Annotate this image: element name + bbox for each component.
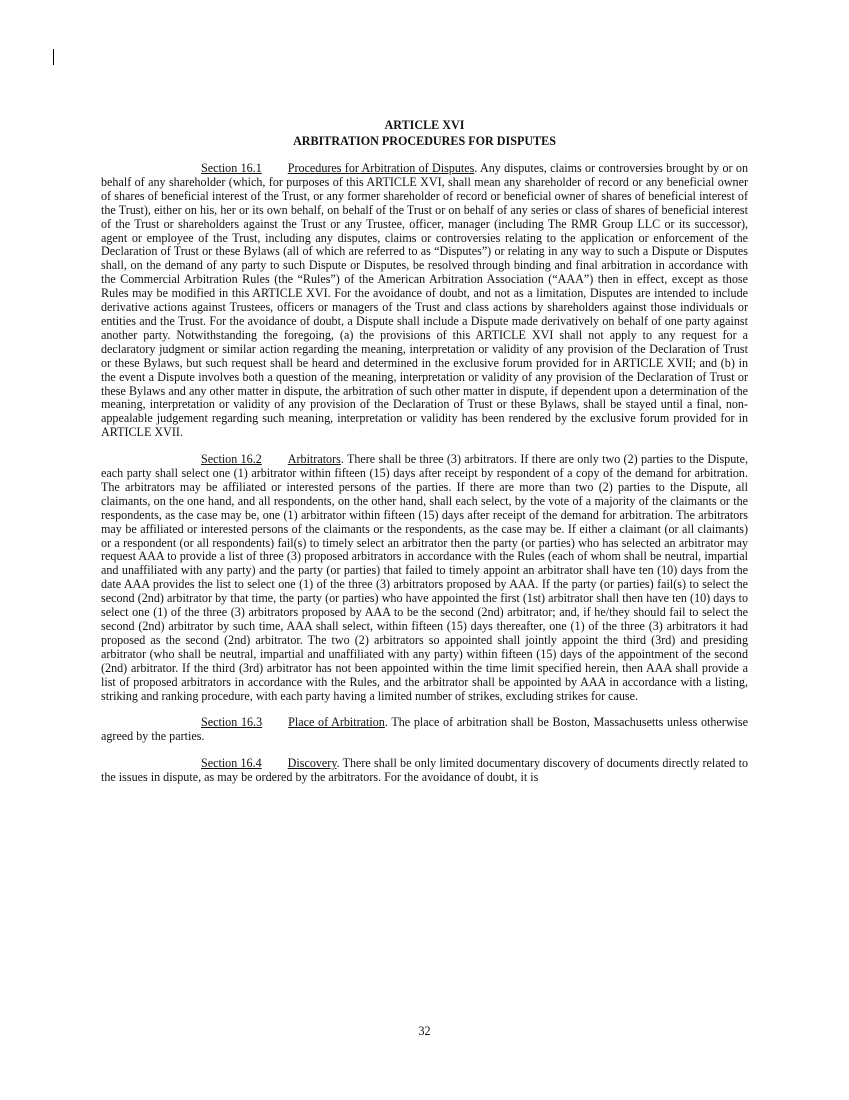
- text-cursor-marker: [53, 49, 54, 65]
- article-heading: [101, 117, 748, 149]
- section-text: . The place of arbitration shall be Boston, Massachusetts unless otherwise agreed by the parties.: [101, 715, 748, 744]
- section-number: Section 16.2: [201, 452, 262, 467]
- section-title: Procedures for Arbitration of Disputes: [287, 161, 475, 175]
- section-paragraph: [101, 716, 748, 744]
- page-number: 32: [418, 1024, 431, 1038]
- section-heading: [201, 452, 341, 466]
- section-16-2: [101, 453, 748, 703]
- section-title: Place of Arbitration: [288, 715, 385, 730]
- article-body: [101, 162, 748, 798]
- article-title: ARBITRATION PROCEDURES FOR DISPUTES: [293, 134, 556, 148]
- section-heading: [201, 161, 474, 175]
- section-title: Arbitrators: [287, 452, 341, 467]
- section-paragraph: [101, 162, 748, 440]
- section-number: Section 16.1: [201, 161, 262, 175]
- section-title: Discovery: [287, 756, 337, 771]
- section-number: Section 16.3: [201, 715, 263, 730]
- section-16-4: [101, 757, 748, 785]
- section-16-1: [101, 162, 748, 440]
- article-number: ARTICLE XVI: [384, 118, 465, 132]
- section-paragraph: [101, 757, 748, 785]
- section-text: . Any disputes, claims or controversies brought by or on behalf of any shareholder (which, for purposes of this ARTICLE XVI, shall mean any shareholder of record or any beneficial owner of shares of beneficial interest of the Trust, or any former shareholder of record or beneficial owner of shares of beneficial interest of the Trust), either on his, her or its own behalf, on behalf of the Trust or on behalf of any series or class of shares of beneficial interest of the Trust or shareholders against the Trust or any Trustee, officer, manager (including The RMR Group LLC or its successor), agent or employee of the Trust, including any disputes, claims or controversies relating to the application or enforcement of the Declaration of Trust or these Bylaws (all of which are referred to as “Disputes”) or relating in any way to such a Dispute or Disputes shall, on the demand of any party to such Dispute or Disputes, be resolved through binding and final arbitration in accordance with the Commercial Arbitration Rules (the “Rules”) of the American Arbitration Association (“AAA”) then in effect, except as those Rules may be modified in this ARTICLE XVI. For the avoidance of doubt, and not as a limitation, Disputes are intended to include derivative actions against Trustees, officers or managers of the Trust and class actions by shareholders against those individuals or entities and the Trust. For the avoidance of doubt, a Dispute shall include a Dispute made derivatively on behalf of one party against another party. Notwithstanding the foregoing, (a) the provisions of this ARTICLE XVI shall not apply to any request for a declaratory judgment or similar action regarding the meaning, interpretation or validity of any provision of the Declaration of Trust or these Bylaws, but such request shall be heard and determined in the exclusive forum provided for in ARTICLE XVII; and (b) in the event a Dispute involves both a question of the meaning, interpretation or validity of any provision of the Declaration of Trust or these Bylaws and any other matter in dispute, the arbitration of such other matter in dispute, if dependent upon a determination of the meaning, interpretation or validity of any provision of the Declaration of Trust or these Bylaws, shall be stayed until a final, non-appealable judgement regarding such meaning, interpretation or validity has been rendered by the exclusive forum provided for in ARTICLE XVII.: [101, 161, 748, 440]
- section-text: . There shall be only limited documentary discovery of documents directly related to the issues in dispute, as may be ordered by the arbitrators. For the avoidance of doubt, it is: [101, 756, 748, 785]
- section-16-3: [101, 716, 748, 744]
- section-number: Section 16.4: [201, 756, 262, 771]
- section-heading: [201, 756, 337, 770]
- section-text: . There shall be three (3) arbitrators. If there are only two (2) parties to the Dispute, each party shall select one (1) arbitrator within fifteen (15) days after receipt by respondent of a copy of the demand for arbitration. The arbitrators may be affiliated or interested persons of the parties. If there are more than two (2) parties to the Dispute, all claimants, on the one hand, and all respondents, on the other hand, shall each select, by the vote of a majority of the claimants or the respondents, as the case may be, one (1) arbitrator within fifteen (15) days after receipt of the demand for arbitration. The arbitrators may be affiliated or interested persons of the claimants or the respondents, as the case may be. If either a claimant (or all claimants) or a respondent (or all respondents) fail(s) to timely select an arbitrator then the party (or parties) who has selected an arbitrator may request AAA to provide a list of three (3) proposed arbitrators in accordance with the Rules (each of whom shall be neutral, impartial and unaffiliated with any party) and the party (or parties) that failed to timely appoint an arbitrator shall have ten (10) days from the date AAA provides the list to select one (1) of the three (3) arbitrators proposed by AAA. If the party (or parties) fail(s) to select the second (2nd) arbitrator by that time, the party (or parties) who have appointed the first (1st) arbitrator shall then have ten (10) days to select one (1) of the three (3) arbitrators proposed by AAA to be the second (2nd) arbitrator; and, if he/they should fail to select the second (2nd) arbitrator by such time, AAA shall select, within fifteen (15) days thereafter, one (1) of the three (3) arbitrators it had proposed as the second (2nd) arbitrator. The two (2) arbitrators so appointed shall jointly appoint the third (3rd) and presiding arbitrator (who shall be neutral, impartial and unaffiliated with any party) within fifteen (15) days of the appointment of the second (2nd) arbitrator. If the third (3rd) arbitrator has not been appointed within the time limit specified herein, then AAA shall provide a list of proposed arbitrators in accordance with the Rules, and the arbitrator shall be appointed by AAA in accordance with a listing, striking and ranking procedure, with each party having a limited number of strikes, excluding strikes for cause.: [101, 452, 748, 703]
- section-paragraph: [101, 453, 748, 703]
- section-heading: [201, 715, 385, 729]
